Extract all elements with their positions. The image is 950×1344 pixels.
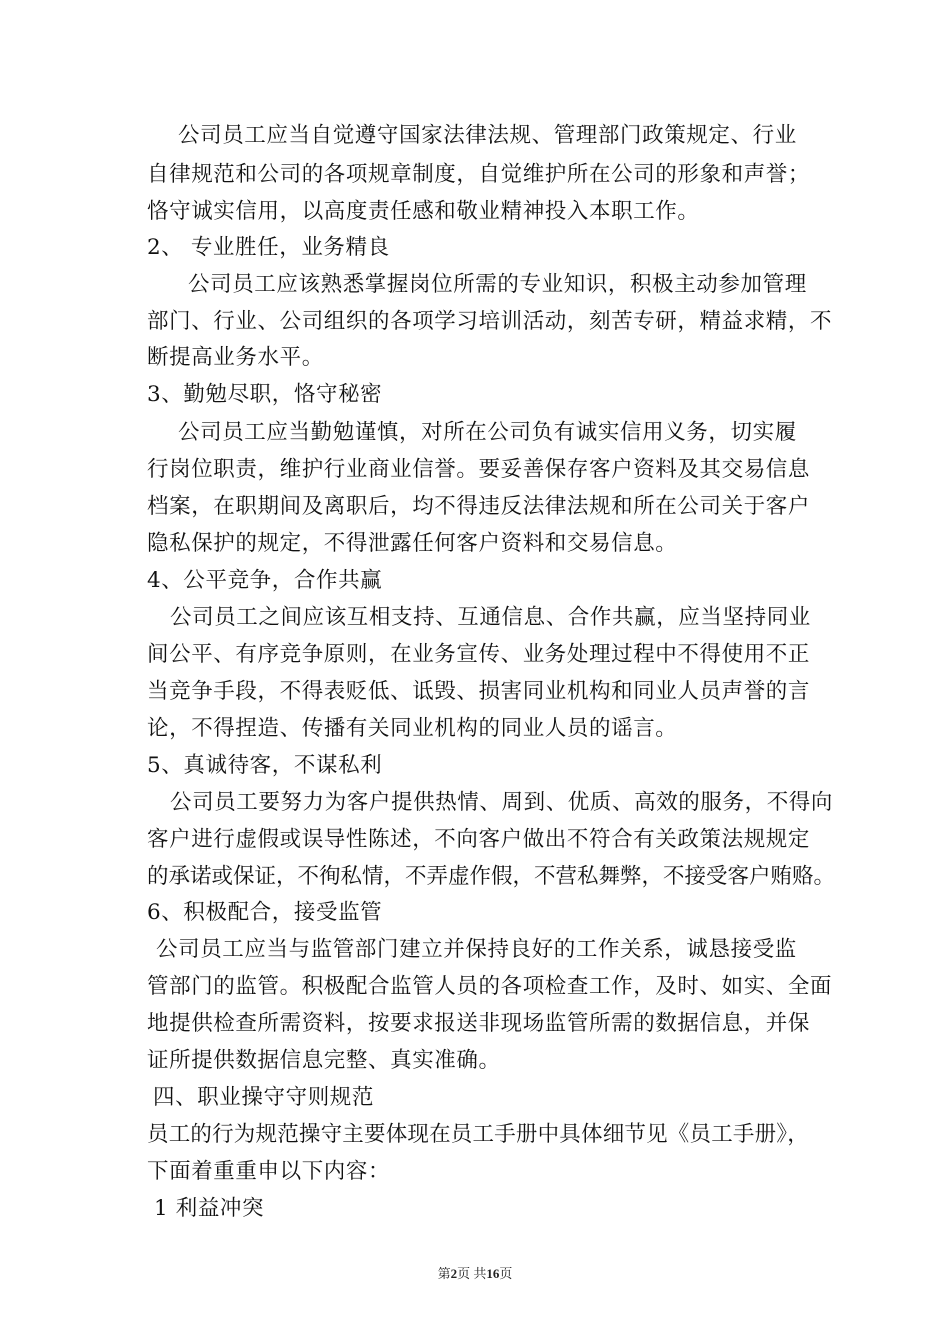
footer-prefix: 第 <box>437 1266 451 1281</box>
paragraph-line: 管部门的监管。积极配合监管人员的各项检查工作，及时、如实、全面 <box>147 974 833 999</box>
section-heading: 4、公平竞争，合作共赢 <box>147 568 383 593</box>
subsection-heading: 1 利益冲突 <box>154 1196 265 1221</box>
paragraph-line: 部门、行业、公司组织的各项学习培训活动，刻苦专研，精益求精，不 <box>147 309 833 334</box>
paragraph-line: 下面着重重申以下内容： <box>147 1159 391 1184</box>
paragraph-line: 档案，在职期间及离职后，均不得违反法律法规和所在公司关于客户 <box>147 494 811 519</box>
paragraph-line: 公司员工应当与监管部门建立并保持良好的工作关系，诚恳接受监 <box>156 937 797 962</box>
footer-suffix: 页 <box>499 1266 513 1281</box>
paragraph-line: 客户进行虚假或误导性陈述，不向客户做出不符合有关政策法规规定 <box>147 827 811 852</box>
paragraph-line: 的承诺或保证，不徇私情，不弄虚作假，不营私舞弊，不接受客户贿赂。 <box>147 864 836 889</box>
paragraph-line: 行岗位职责，维护行业商业信誉。要妥善保存客户资料及其交易信息 <box>147 457 811 482</box>
current-page-number: 2 <box>450 1266 458 1281</box>
section-heading: 2、 专业胜任，业务精良 <box>147 235 390 260</box>
paragraph-line: 断提高业务水平。 <box>147 345 324 370</box>
paragraph-line: 公司员工应当自觉遵守国家法律法规、管理部门政策规定、行业 <box>178 123 797 148</box>
paragraph-line: 公司员工应该熟悉掌握岗位所需的专业知识，积极主动参加管理 <box>188 272 807 297</box>
paragraph-line: 论，不得捏造、传播有关同业机构的同业人员的谣言。 <box>147 716 678 741</box>
section-heading: 3、勤勉尽职，恪守秘密 <box>147 382 383 407</box>
paragraph-line: 证所提供数据信息完整、真实准确。 <box>147 1048 501 1073</box>
section-heading: 四、职业操守守则规范 <box>153 1085 375 1110</box>
total-page-count: 16 <box>486 1266 500 1281</box>
paragraph-line: 当竞争手段，不得表贬低、诋毁、损害同业机构和同业人员声誉的言 <box>147 679 811 704</box>
paragraph-line: 公司员工要努力为客户提供热情、周到、优质、高效的服务，不得向 <box>170 790 834 815</box>
paragraph-line: 隐私保护的规定，不得泄露任何客户资料和交易信息。 <box>147 531 678 556</box>
page-footer <box>0 1266 950 1282</box>
paragraph-line: 恪守诚实信用，以高度责任感和敬业精神投入本职工作。 <box>147 199 700 224</box>
paragraph-line: 自律规范和公司的各项规章制度，自觉维护所在公司的形象和声誉； <box>147 162 811 187</box>
paragraph-line: 间公平、有序竞争原则，在业务宣传、业务处理过程中不得使用不正 <box>147 642 811 667</box>
section-heading: 5、真诚待客，不谋私利 <box>147 753 383 778</box>
footer-middle: 页 共 <box>457 1266 487 1281</box>
paragraph-line: 员工的行为规范操守主要体现在员工手册中具体细节见《员工手册》， <box>147 1122 809 1147</box>
paragraph-line: 公司员工之间应该互相支持、互通信息、合作共赢，应当坚持同业 <box>170 605 811 630</box>
paragraph-line: 公司员工应当勤勉谨慎，对所在公司负有诚实信用义务，切实履 <box>178 420 797 445</box>
paragraph-line: 地提供检查所需资料，按要求报送非现场监管所需的数据信息，并保 <box>147 1011 811 1036</box>
section-heading: 6、积极配合，接受监管 <box>147 900 383 925</box>
